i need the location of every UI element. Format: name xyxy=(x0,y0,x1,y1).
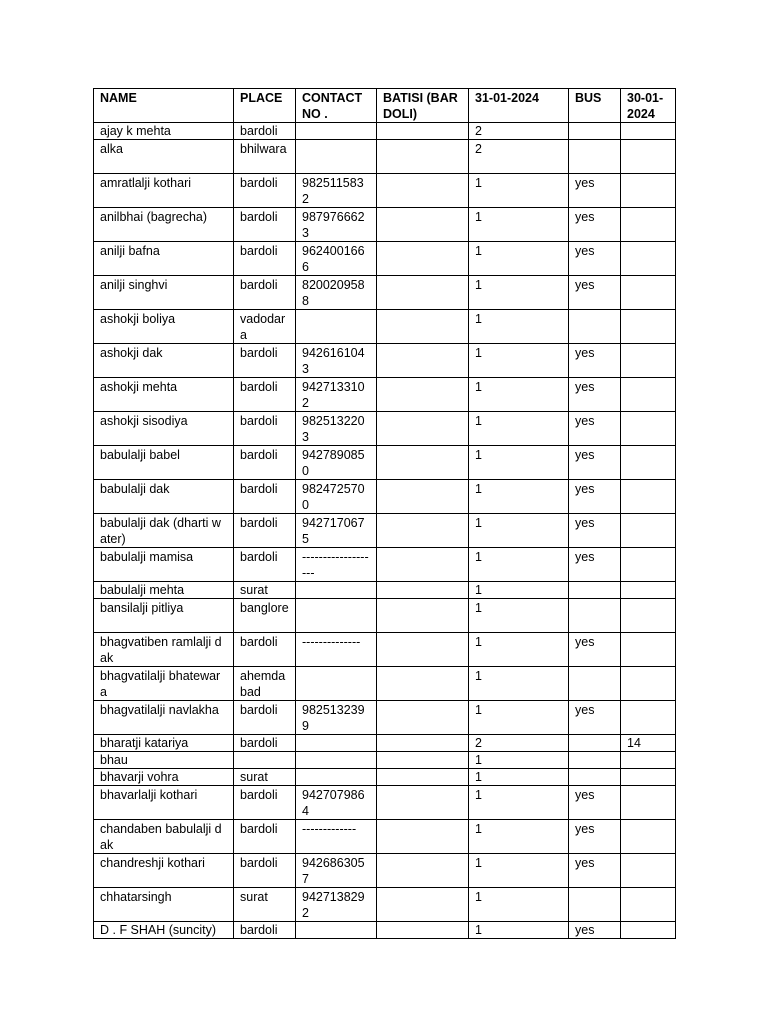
date-30-01-cell xyxy=(621,786,676,820)
place-cell: bardoli xyxy=(234,854,296,888)
bus-cell: yes xyxy=(569,174,621,208)
bus-cell: yes xyxy=(569,446,621,480)
name-cell: bansilalji pitliya xyxy=(94,599,234,633)
date-30-01-cell: 14 xyxy=(621,735,676,752)
date-31-01-cell: 1 xyxy=(469,701,569,735)
place-cell xyxy=(234,752,296,769)
contact-cell: 8200209588 xyxy=(296,276,377,310)
bus-cell: yes xyxy=(569,344,621,378)
name-cell: anilji bafna xyxy=(94,242,234,276)
table-row xyxy=(94,208,676,242)
batisi-cell xyxy=(377,276,469,310)
batisi-cell xyxy=(377,140,469,174)
batisi-cell xyxy=(377,633,469,667)
contact-cell xyxy=(296,310,377,344)
date-31-01-cell: 2 xyxy=(469,140,569,174)
table-row xyxy=(94,242,676,276)
table-row xyxy=(94,888,676,922)
batisi-cell xyxy=(377,888,469,922)
place-cell: ahemdabad xyxy=(234,667,296,701)
place-cell: banglore xyxy=(234,599,296,633)
batisi-cell xyxy=(377,514,469,548)
bus-cell: yes xyxy=(569,701,621,735)
name-cell: chandreshji kothari xyxy=(94,854,234,888)
bus-cell xyxy=(569,582,621,599)
date-31-01-cell: 1 xyxy=(469,208,569,242)
date-31-01-cell: 1 xyxy=(469,446,569,480)
date-31-01-cell: 2 xyxy=(469,735,569,752)
place-cell: vadodara xyxy=(234,310,296,344)
bus-cell: yes xyxy=(569,922,621,939)
table-row xyxy=(94,378,676,412)
date-30-01-cell xyxy=(621,548,676,582)
header-bus: BUS xyxy=(569,89,621,123)
place-cell: bardoli xyxy=(234,446,296,480)
bus-cell: yes xyxy=(569,412,621,446)
bus-cell xyxy=(569,735,621,752)
contact-cell: 9825132399 xyxy=(296,701,377,735)
batisi-cell xyxy=(377,854,469,888)
name-cell: babulalji dak (dharti water) xyxy=(94,514,234,548)
table-row xyxy=(94,667,676,701)
table-row xyxy=(94,922,676,939)
name-cell: anilbhai (bagrecha) xyxy=(94,208,234,242)
bus-cell: yes xyxy=(569,242,621,276)
date-30-01-cell xyxy=(621,378,676,412)
batisi-cell xyxy=(377,786,469,820)
date-31-01-cell: 1 xyxy=(469,548,569,582)
batisi-cell xyxy=(377,208,469,242)
batisi-cell xyxy=(377,123,469,140)
contact-cell: ------------------- xyxy=(296,548,377,582)
date-30-01-cell xyxy=(621,752,676,769)
place-cell: bardoli xyxy=(234,922,296,939)
place-cell: bardoli xyxy=(234,548,296,582)
name-cell: ashokji sisodiya xyxy=(94,412,234,446)
name-cell: bhavarji vohra xyxy=(94,769,234,786)
contact-cell xyxy=(296,599,377,633)
batisi-cell xyxy=(377,582,469,599)
date-30-01-cell xyxy=(621,854,676,888)
header-contact-no: CONTACT NO . xyxy=(296,89,377,123)
contact-cell: 9879766623 xyxy=(296,208,377,242)
name-cell: bhagvatiben ramlalji dak xyxy=(94,633,234,667)
table-row xyxy=(94,174,676,208)
date-31-01-cell: 1 xyxy=(469,514,569,548)
contact-cell: 9427170675 xyxy=(296,514,377,548)
name-cell: babulalji mehta xyxy=(94,582,234,599)
table-header-row xyxy=(94,89,676,123)
date-31-01-cell: 1 xyxy=(469,276,569,310)
bus-cell: yes xyxy=(569,854,621,888)
name-cell: bhagvatilalji navlakha xyxy=(94,701,234,735)
bus-cell xyxy=(569,667,621,701)
table-row xyxy=(94,582,676,599)
name-cell: babulalji babel xyxy=(94,446,234,480)
date-30-01-cell xyxy=(621,599,676,633)
date-30-01-cell xyxy=(621,242,676,276)
date-31-01-cell: 1 xyxy=(469,310,569,344)
batisi-cell xyxy=(377,820,469,854)
name-cell: babulalji mamisa xyxy=(94,548,234,582)
contact-cell: 9427133102 xyxy=(296,378,377,412)
name-cell: ashokji dak xyxy=(94,344,234,378)
bus-cell: yes xyxy=(569,514,621,548)
date-30-01-cell xyxy=(621,123,676,140)
table-row xyxy=(94,599,676,633)
name-cell: ashokji mehta xyxy=(94,378,234,412)
place-cell: bardoli xyxy=(234,701,296,735)
contact-cell: 9825132203 xyxy=(296,412,377,446)
place-cell: bhilwara xyxy=(234,140,296,174)
bus-cell: yes xyxy=(569,378,621,412)
bus-cell xyxy=(569,123,621,140)
bus-cell: yes xyxy=(569,276,621,310)
name-cell: amratlalji kothari xyxy=(94,174,234,208)
place-cell: bardoli xyxy=(234,480,296,514)
date-31-01-cell: 2 xyxy=(469,123,569,140)
date-30-01-cell xyxy=(621,480,676,514)
batisi-cell xyxy=(377,599,469,633)
date-30-01-cell xyxy=(621,412,676,446)
date-30-01-cell xyxy=(621,820,676,854)
date-31-01-cell: 1 xyxy=(469,752,569,769)
date-31-01-cell: 1 xyxy=(469,820,569,854)
date-30-01-cell xyxy=(621,344,676,378)
date-31-01-cell: 1 xyxy=(469,786,569,820)
bus-cell: yes xyxy=(569,786,621,820)
contact-cell xyxy=(296,752,377,769)
table-row xyxy=(94,633,676,667)
bus-cell xyxy=(569,888,621,922)
table-row xyxy=(94,854,676,888)
batisi-cell xyxy=(377,667,469,701)
contact-cell: 9426863057 xyxy=(296,854,377,888)
date-30-01-cell xyxy=(621,701,676,735)
date-30-01-cell xyxy=(621,446,676,480)
contact-cell xyxy=(296,582,377,599)
batisi-cell xyxy=(377,242,469,276)
table-row xyxy=(94,548,676,582)
place-cell: bardoli xyxy=(234,378,296,412)
place-cell: surat xyxy=(234,582,296,599)
place-cell: bardoli xyxy=(234,412,296,446)
name-cell: bhagvatilalji bhatewara xyxy=(94,667,234,701)
table-row xyxy=(94,344,676,378)
contact-cell: 9427890850 xyxy=(296,446,377,480)
place-cell: bardoli xyxy=(234,786,296,820)
date-30-01-cell xyxy=(621,667,676,701)
batisi-cell xyxy=(377,378,469,412)
place-cell: bardoli xyxy=(234,242,296,276)
contact-cell xyxy=(296,123,377,140)
date-31-01-cell: 1 xyxy=(469,922,569,939)
date-30-01-cell xyxy=(621,140,676,174)
date-30-01-cell xyxy=(621,633,676,667)
header-date-31-01-2024: 31-01-2024 xyxy=(469,89,569,123)
table-row xyxy=(94,701,676,735)
name-cell: alka xyxy=(94,140,234,174)
name-cell: ashokji boliya xyxy=(94,310,234,344)
date-31-01-cell: 1 xyxy=(469,888,569,922)
date-30-01-cell xyxy=(621,888,676,922)
date-30-01-cell xyxy=(621,922,676,939)
table-row xyxy=(94,769,676,786)
table-row xyxy=(94,514,676,548)
bus-cell xyxy=(569,752,621,769)
header-batisi: BATISI (BARDOLI) xyxy=(377,89,469,123)
table-row xyxy=(94,123,676,140)
bus-cell: yes xyxy=(569,480,621,514)
table-row xyxy=(94,820,676,854)
contact-cell xyxy=(296,140,377,174)
place-cell: bardoli xyxy=(234,174,296,208)
batisi-cell xyxy=(377,752,469,769)
place-cell: bardoli xyxy=(234,514,296,548)
batisi-cell xyxy=(377,310,469,344)
table-row xyxy=(94,310,676,344)
contact-cell: 9624001666 xyxy=(296,242,377,276)
date-31-01-cell: 1 xyxy=(469,378,569,412)
date-31-01-cell: 1 xyxy=(469,480,569,514)
contact-cell: 9427138292 xyxy=(296,888,377,922)
place-cell: bardoli xyxy=(234,344,296,378)
place-cell: surat xyxy=(234,769,296,786)
contact-cell: 9427079864 xyxy=(296,786,377,820)
table-row xyxy=(94,735,676,752)
date-30-01-cell xyxy=(621,174,676,208)
batisi-cell xyxy=(377,174,469,208)
contact-cell xyxy=(296,922,377,939)
contact-cell xyxy=(296,769,377,786)
bus-cell: yes xyxy=(569,633,621,667)
batisi-cell xyxy=(377,412,469,446)
header-date-30-01-2024: 30-01-2024 xyxy=(621,89,676,123)
place-cell: surat xyxy=(234,888,296,922)
date-31-01-cell: 1 xyxy=(469,174,569,208)
date-31-01-cell: 1 xyxy=(469,242,569,276)
bus-cell: yes xyxy=(569,208,621,242)
bus-cell: yes xyxy=(569,820,621,854)
table-row xyxy=(94,140,676,174)
contact-cell xyxy=(296,735,377,752)
batisi-cell xyxy=(377,480,469,514)
table-body xyxy=(94,123,676,939)
place-cell: bardoli xyxy=(234,123,296,140)
date-30-01-cell xyxy=(621,208,676,242)
name-cell: anilji singhvi xyxy=(94,276,234,310)
date-31-01-cell: 1 xyxy=(469,599,569,633)
date-30-01-cell xyxy=(621,769,676,786)
date-31-01-cell: 1 xyxy=(469,854,569,888)
batisi-cell xyxy=(377,769,469,786)
contact-cell: -------------- xyxy=(296,633,377,667)
name-cell: chhatarsingh xyxy=(94,888,234,922)
bus-cell: yes xyxy=(569,548,621,582)
contact-cell: 9825115832 xyxy=(296,174,377,208)
place-cell: bardoli xyxy=(234,735,296,752)
place-cell: bardoli xyxy=(234,820,296,854)
contact-cell: 9426161043 xyxy=(296,344,377,378)
place-cell: bardoli xyxy=(234,633,296,667)
name-cell: bhavarlalji kothari xyxy=(94,786,234,820)
date-30-01-cell xyxy=(621,310,676,344)
date-31-01-cell: 1 xyxy=(469,412,569,446)
contact-cell xyxy=(296,667,377,701)
date-31-01-cell: 1 xyxy=(469,582,569,599)
name-cell: bharatji katariya xyxy=(94,735,234,752)
name-cell: chandaben babulalji dak xyxy=(94,820,234,854)
contact-cell: 9824725700 xyxy=(296,480,377,514)
name-cell: D . F SHAH (suncity) xyxy=(94,922,234,939)
header-name: NAME xyxy=(94,89,234,123)
date-31-01-cell: 1 xyxy=(469,344,569,378)
bus-cell xyxy=(569,310,621,344)
place-cell: bardoli xyxy=(234,276,296,310)
table-row xyxy=(94,786,676,820)
contact-cell: ------------- xyxy=(296,820,377,854)
batisi-cell xyxy=(377,701,469,735)
date-31-01-cell: 1 xyxy=(469,667,569,701)
name-cell: bhau xyxy=(94,752,234,769)
place-cell: bardoli xyxy=(234,208,296,242)
table-row xyxy=(94,276,676,310)
bus-cell xyxy=(569,599,621,633)
bus-cell xyxy=(569,140,621,174)
batisi-cell xyxy=(377,446,469,480)
table-row xyxy=(94,480,676,514)
name-cell: ajay k mehta xyxy=(94,123,234,140)
header-place: PLACE xyxy=(234,89,296,123)
date-31-01-cell: 1 xyxy=(469,633,569,667)
batisi-cell xyxy=(377,735,469,752)
table-row xyxy=(94,446,676,480)
date-30-01-cell xyxy=(621,514,676,548)
batisi-cell xyxy=(377,344,469,378)
attendance-table xyxy=(93,88,676,939)
name-cell: babulalji dak xyxy=(94,480,234,514)
date-31-01-cell: 1 xyxy=(469,769,569,786)
batisi-cell xyxy=(377,922,469,939)
table-row xyxy=(94,412,676,446)
bus-cell xyxy=(569,769,621,786)
table-row xyxy=(94,752,676,769)
batisi-cell xyxy=(377,548,469,582)
date-30-01-cell xyxy=(621,276,676,310)
date-30-01-cell xyxy=(621,582,676,599)
